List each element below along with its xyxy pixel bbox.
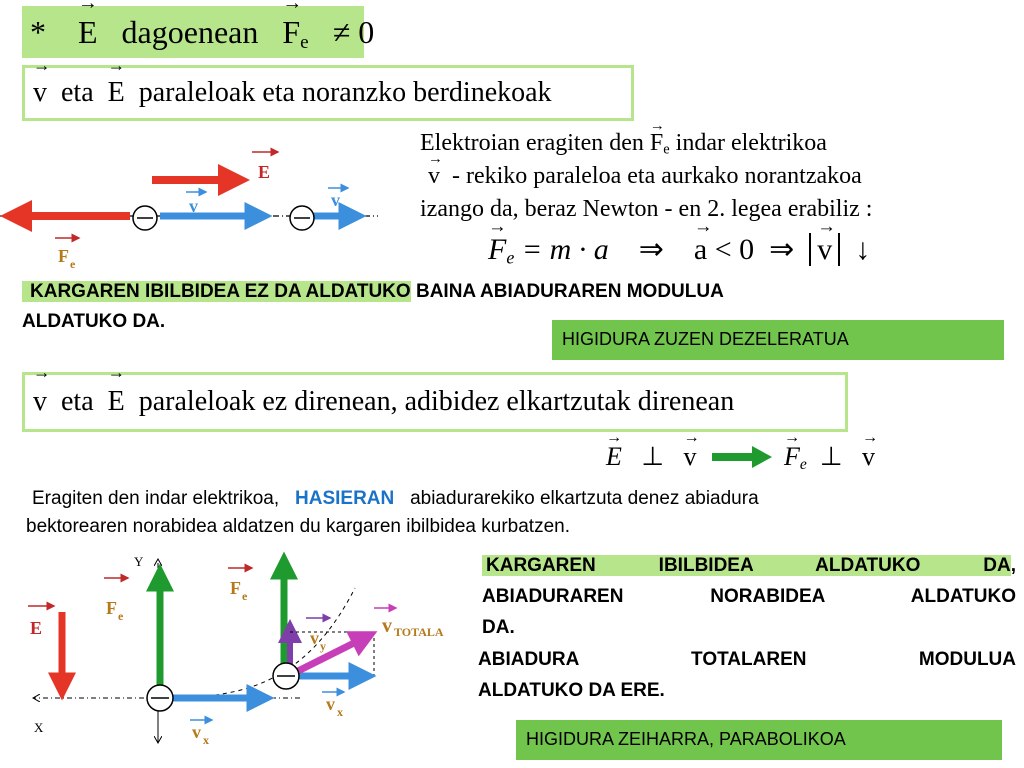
statement-text: , <box>1010 555 1016 576</box>
field-symbol: → E <box>108 375 125 429</box>
velocity-magnitude <box>809 233 840 266</box>
field-symbol: → E <box>78 6 98 58</box>
velocity-x-label-2: v <box>326 694 335 714</box>
velocity-x-label-1-subscript: x <box>203 733 209 747</box>
statement-text: ALDATUKO DA. <box>22 311 166 332</box>
title-rest: paraleloak eta noranzko berdinekoak <box>138 77 552 108</box>
explanation-line-1 <box>420 128 827 165</box>
decrease-arrow-icon: ↓ <box>855 233 871 266</box>
force-subscript: e <box>300 31 309 53</box>
velocity-label-1: v <box>189 196 198 216</box>
total-velocity-label: v <box>382 615 392 637</box>
velocity-x-label-2-subscript: x <box>337 705 343 719</box>
force-subscript: e <box>663 141 670 158</box>
parallel-diagram <box>0 130 400 280</box>
field-label: E <box>30 618 43 638</box>
explanation-text: indar elektrikoa <box>675 130 827 156</box>
force-label-1: F <box>106 598 117 618</box>
explanation-line-3: izango da, beraz Newton - en 2. legea erabiliz : <box>420 196 873 222</box>
force-symbol: → F <box>282 6 300 58</box>
force-label-1-subscript: e <box>118 609 124 623</box>
title-word: eta <box>61 77 94 108</box>
velocity-symbol: → v <box>862 440 875 474</box>
force-label-2: F <box>230 578 241 598</box>
implication-arrow <box>710 444 774 470</box>
motion-type-label-2: HIGIDURA ZEIHARRA, PARABOLIKOA <box>516 720 1002 760</box>
force-subscript: e <box>799 455 807 473</box>
force-symbol: → F <box>784 440 800 474</box>
highlighted-word: HASIERAN <box>295 488 395 509</box>
force-subscript: e <box>506 247 515 268</box>
perpendicular-relation-2 <box>784 440 875 482</box>
total-velocity-arrow <box>296 636 368 672</box>
explanation-text: - rekiko paraleloa eta aurkako norantzakoa <box>452 163 862 189</box>
title-rest: paraleloak ez direnean, adibidez elkartzutak direnean <box>138 386 735 417</box>
field-symbol: → E <box>606 440 622 474</box>
case-header <box>22 6 375 58</box>
field-label: E <box>258 162 271 182</box>
equation-body: = m · a <box>521 233 609 266</box>
implies-symbol: ⇒ <box>638 233 664 266</box>
velocity-symbol: → v <box>33 375 47 429</box>
statement-text: BAINA ABIADURAREN MODULUA <box>410 281 724 302</box>
perpendicular-case-title <box>22 372 848 432</box>
explanation-line-2 <box>428 161 862 191</box>
statement-line: ALDATUKO DA ERE. <box>478 680 665 701</box>
force-symbol: → F <box>650 128 663 158</box>
explanation-paragraph-line-2: bektorearen norabidea aldatzen du kargaren ibilbidea kurbatzen. <box>26 516 570 537</box>
statement-line: ABIADURAREN NORABIDEA ALDATUKO <box>482 586 1016 607</box>
force-label: F <box>58 246 69 266</box>
motion-type-label-1: HIGIDURA ZUZEN DEZELERATUA <box>552 320 1004 360</box>
velocity-symbol: → v <box>817 230 832 270</box>
perpendicular-relation-1 <box>606 440 697 474</box>
y-axis-label: Y <box>134 554 144 569</box>
explanation-text: Elektroian eragiten den <box>420 130 644 156</box>
header-word: dagoenean <box>121 14 259 50</box>
highlighted-text: KARGAREN IBILBIDEA ALDATUKO DA <box>482 555 1011 576</box>
newton-equation <box>488 230 870 278</box>
field-symbol: → E <box>108 68 125 118</box>
highlighted-text: KARGAREN IBILBIDEA EZ DA ALDATUKO <box>22 281 411 302</box>
perpendicular-diagram <box>0 548 470 758</box>
x-axis-label: X <box>34 720 44 735</box>
acceleration-symbol: → a <box>694 230 707 270</box>
conclusion-statement-2 <box>482 550 1016 643</box>
parabolic-trajectory <box>175 588 355 698</box>
velocity-symbol: → v <box>33 68 47 118</box>
total-velocity-label-subscript: TOTALA <box>394 625 444 639</box>
statement-line: ABIADURA TOTALAREN MODULUA <box>478 649 1016 670</box>
inequality: < 0 <box>714 233 755 266</box>
velocity-symbol: → v <box>684 440 697 474</box>
header-relation: ≠ 0 <box>332 14 375 50</box>
parallel-case-title <box>22 65 634 121</box>
force-label-subscript: e <box>70 257 76 271</box>
force-label-2-subscript: e <box>242 589 248 603</box>
velocity-y-label-subscript: y <box>320 639 326 653</box>
perpendicular-symbol: ⊥ <box>641 442 665 471</box>
velocity-symbol: → v <box>428 161 440 191</box>
paragraph-text: abiadurarekiko elkartzuta denez abiadura <box>410 488 759 509</box>
paragraph-text: Eragiten den indar elektrikoa, <box>32 488 280 509</box>
explanation-paragraph <box>32 486 759 511</box>
star-bullet: * <box>30 14 46 50</box>
title-word: eta <box>61 386 94 417</box>
velocity-label-2: v <box>331 190 340 210</box>
implies-symbol: ⇒ <box>769 233 795 266</box>
force-symbol: → F <box>488 230 506 270</box>
conclusion-statement-3 <box>478 644 1016 706</box>
statement-line <box>482 550 1016 581</box>
perpendicular-symbol: ⊥ <box>819 442 843 471</box>
velocity-y-label: v <box>310 628 319 648</box>
velocity-x-label-1: v <box>192 722 201 742</box>
statement-line: DA. <box>482 617 515 638</box>
